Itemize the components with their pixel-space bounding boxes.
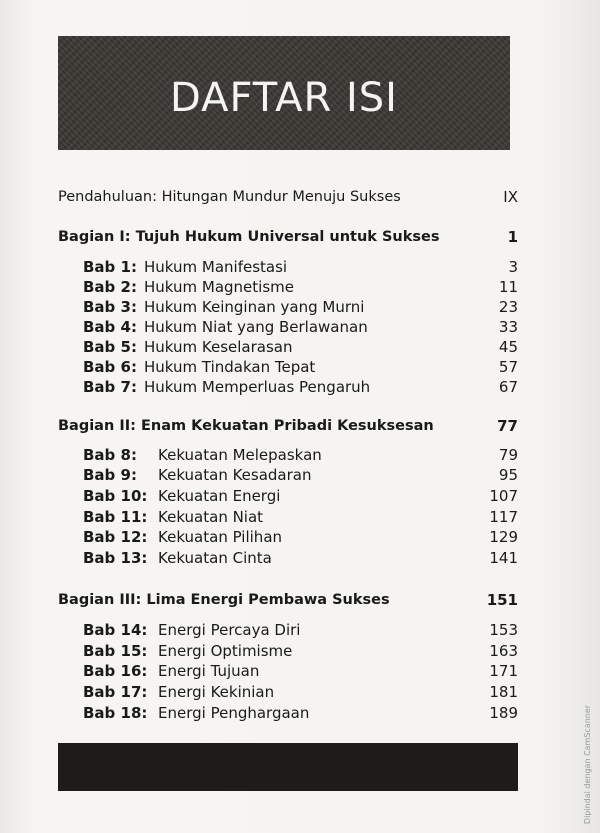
chapter-page: 163 bbox=[489, 642, 518, 660]
toc-intro bbox=[58, 186, 518, 208]
toc-part bbox=[58, 226, 518, 248]
chapter-title: Energi Tujuan bbox=[158, 662, 260, 680]
footer-bar bbox=[58, 743, 518, 791]
chapter-page: 33 bbox=[498, 318, 518, 336]
toc-part-page: 1 bbox=[507, 228, 518, 246]
chapter-page: 153 bbox=[489, 621, 518, 639]
toc-chapter bbox=[58, 444, 518, 466]
toc-part-page: 151 bbox=[486, 591, 518, 609]
chapter-title: Hukum Memperluas Pengaruh bbox=[144, 378, 371, 396]
toc-part-title: Bagian II: Enam Kekuatan Pribadi Kesuksesan bbox=[58, 418, 434, 434]
page-title: DAFTAR ISI bbox=[170, 75, 398, 121]
toc-chapter bbox=[58, 485, 518, 507]
chapter-title: Hukum Manifestasi bbox=[144, 258, 288, 276]
toc-chapter bbox=[58, 506, 518, 528]
toc-chapter bbox=[58, 296, 518, 318]
chapter-page: 171 bbox=[489, 662, 518, 680]
chapter-label: Bab 8: bbox=[83, 446, 137, 464]
chapter-title: Hukum Tindakan Tepat bbox=[144, 358, 316, 376]
chapter-label: Bab 10: bbox=[83, 487, 148, 505]
toc-chapter bbox=[58, 464, 518, 486]
header-banner bbox=[58, 36, 510, 150]
chapter-page: 95 bbox=[498, 466, 518, 484]
chapter-label: Bab 17: bbox=[83, 683, 148, 701]
chapter-title: Energi Optimisme bbox=[158, 642, 293, 660]
chapter-title: Kekuatan Kesadaran bbox=[158, 466, 312, 484]
chapter-title: Kekuatan Niat bbox=[158, 508, 264, 526]
chapter-title: Kekuatan Melepaskan bbox=[158, 446, 322, 464]
chapter-title: Hukum Niat yang Berlawanan bbox=[144, 318, 368, 336]
chapter-page: 3 bbox=[508, 258, 518, 276]
chapter-label: Bab 6: bbox=[83, 358, 137, 376]
toc-chapter bbox=[58, 376, 518, 398]
toc-chapter bbox=[58, 547, 518, 569]
chapter-label: Bab 5: bbox=[83, 338, 137, 356]
toc-part-page: 77 bbox=[497, 417, 518, 435]
toc-part-title: Bagian III: Lima Energi Pembawa Sukses bbox=[58, 592, 390, 608]
chapter-label: Bab 16: bbox=[83, 662, 148, 680]
toc-chapter bbox=[58, 681, 518, 703]
toc-chapter bbox=[58, 256, 518, 278]
chapter-page: 181 bbox=[489, 683, 518, 701]
toc-chapter bbox=[58, 660, 518, 682]
scanner-watermark bbox=[580, 700, 594, 830]
toc-part bbox=[58, 415, 518, 437]
chapter-page: 129 bbox=[489, 528, 518, 546]
chapter-label: Bab 15: bbox=[83, 642, 148, 660]
chapter-label: Bab 7: bbox=[83, 378, 137, 396]
chapter-page: 107 bbox=[489, 487, 518, 505]
chapter-title: Energi Percaya Diri bbox=[158, 621, 301, 639]
chapter-title: Energi Kekinian bbox=[158, 683, 275, 701]
toc-intro-page: IX bbox=[503, 188, 518, 206]
chapter-label: Bab 3: bbox=[83, 298, 137, 316]
toc-chapter bbox=[58, 356, 518, 378]
chapter-label: Bab 18: bbox=[83, 704, 148, 722]
chapter-page: 45 bbox=[498, 338, 518, 356]
chapter-label: Bab 12: bbox=[83, 528, 148, 546]
chapter-page: 57 bbox=[498, 358, 518, 376]
toc-chapter bbox=[58, 316, 518, 338]
chapter-title: Hukum Keinginan yang Murni bbox=[144, 298, 365, 316]
chapter-title: Hukum Magnetisme bbox=[144, 278, 294, 296]
chapter-page: 117 bbox=[489, 508, 518, 526]
chapter-page: 11 bbox=[498, 278, 518, 296]
chapter-page: 141 bbox=[489, 549, 518, 567]
watermark-text: Dipindai dengan CamScanner bbox=[583, 704, 593, 825]
chapter-label: Bab 4: bbox=[83, 318, 137, 336]
chapter-label: Bab 1: bbox=[83, 258, 137, 276]
toc-part bbox=[58, 589, 518, 611]
toc-chapter bbox=[58, 336, 518, 358]
chapter-page: 67 bbox=[498, 378, 518, 396]
toc-chapter bbox=[58, 526, 518, 548]
toc-part-title: Bagian I: Tujuh Hukum Universal untuk Sukses bbox=[58, 229, 440, 245]
toc-chapter bbox=[58, 640, 518, 662]
chapter-label: Bab 11: bbox=[83, 508, 148, 526]
chapter-label: Bab 9: bbox=[83, 466, 137, 484]
toc-intro-title: Pendahuluan: Hitungan Mundur Menuju Sukses bbox=[58, 189, 401, 205]
chapter-label: Bab 14: bbox=[83, 621, 148, 639]
toc-chapter bbox=[58, 619, 518, 641]
chapter-title: Kekuatan Pilihan bbox=[158, 528, 283, 546]
chapter-title: Kekuatan Cinta bbox=[158, 549, 272, 567]
chapter-title: Hukum Keselarasan bbox=[144, 338, 293, 356]
toc-chapter bbox=[58, 702, 518, 724]
chapter-page: 79 bbox=[498, 446, 518, 464]
chapter-title: Kekuatan Energi bbox=[158, 487, 281, 505]
chapter-title: Energi Penghargaan bbox=[158, 704, 310, 722]
chapter-page: 23 bbox=[498, 298, 518, 316]
toc-chapter bbox=[58, 276, 518, 298]
chapter-label: Bab 2: bbox=[83, 278, 137, 296]
chapter-page: 189 bbox=[489, 704, 518, 722]
chapter-label: Bab 13: bbox=[83, 549, 148, 567]
